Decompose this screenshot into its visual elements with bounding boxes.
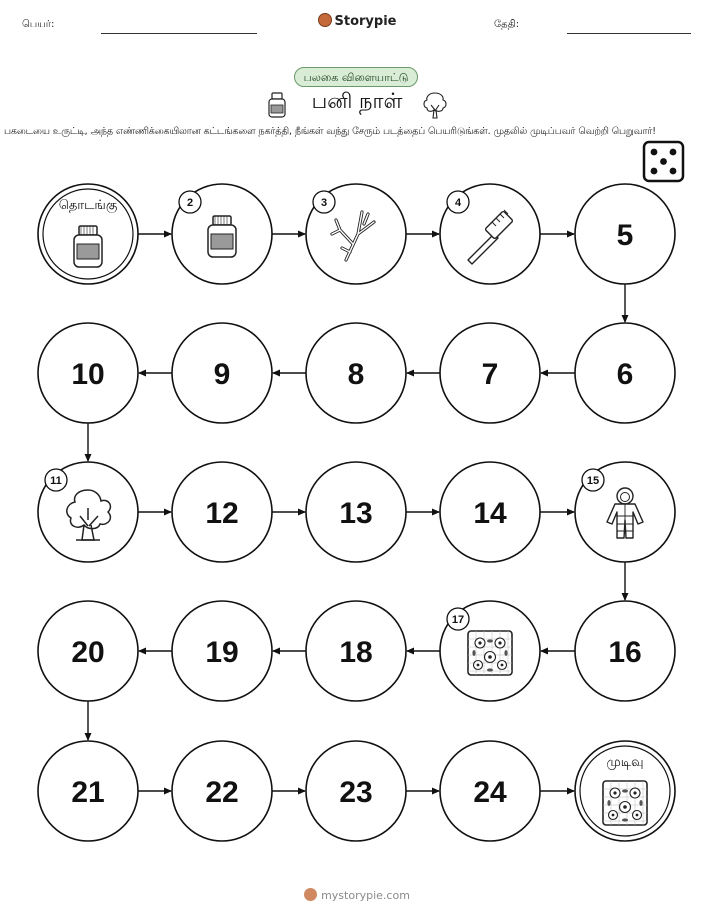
instructions-text: பகடையை உருட்டி, அந்த எண்ணிக்கையிலான கட்டங்களை நகர்த்தி, நீங்கள் வந்து சேரும் படத்தைப் பெயரிடுங்கள். முதலில் முடிப்பவர் வெற்றி பெறுவார்!: [4, 126, 657, 137]
brand-name: Storypie: [334, 14, 397, 29]
date-label: தேதி:: [494, 19, 520, 30]
space-number: 24: [473, 776, 507, 809]
board-space-11[interactable]: [38, 462, 138, 562]
board-space-12[interactable]: [172, 462, 272, 562]
board-space-15[interactable]: [575, 462, 675, 562]
space-number: 14: [473, 497, 507, 530]
board-space-23[interactable]: [306, 741, 406, 841]
name-label: பெயர்:: [22, 19, 55, 30]
space-number: 3: [320, 197, 328, 209]
board-space-24[interactable]: [440, 741, 540, 841]
quilt-icon: [603, 781, 647, 825]
space-number: 6: [616, 358, 634, 391]
page-title: பனி நாள்: [311, 89, 403, 113]
space-number: 10: [71, 358, 105, 391]
board-space-3[interactable]: [306, 184, 406, 284]
quilt-icon: [468, 631, 512, 675]
board-space-17[interactable]: [440, 601, 540, 701]
footer-url[interactable]: mystorypie.com: [321, 889, 410, 902]
footer[interactable]: [0, 888, 714, 902]
board-space-7[interactable]: [440, 323, 540, 423]
space-number: 22: [205, 776, 239, 809]
board-space-18[interactable]: [306, 601, 406, 701]
space-number: 18: [339, 636, 373, 669]
board-space-1[interactable]: [38, 184, 138, 284]
start-label: தொடங்கு: [58, 197, 118, 212]
board-space-6[interactable]: [575, 323, 675, 423]
board-space-19[interactable]: [172, 601, 272, 701]
board-space-14[interactable]: [440, 462, 540, 562]
space-number: 19: [205, 636, 239, 669]
board-space-13[interactable]: [306, 462, 406, 562]
board-space-8[interactable]: [306, 323, 406, 423]
board-space-5[interactable]: [575, 184, 675, 284]
space-number: 9: [213, 358, 231, 391]
space-number: 8: [347, 358, 365, 391]
space-number: 2: [186, 197, 194, 209]
board-space-20[interactable]: [38, 601, 138, 701]
space-number: 17: [451, 614, 465, 626]
space-number: 16: [608, 636, 642, 669]
space-number: 23: [339, 776, 373, 809]
space-number: 13: [339, 497, 373, 530]
space-number: 12: [205, 497, 239, 530]
board-space-9[interactable]: [172, 323, 272, 423]
game-type-badge: பலகை விளையாட்டு: [294, 67, 418, 87]
board-space-21[interactable]: [38, 741, 138, 841]
space-number: 11: [50, 475, 62, 487]
space-number: 5: [616, 219, 634, 252]
space-number: 15: [586, 475, 600, 487]
space-number: 21: [71, 776, 105, 809]
board-space-2[interactable]: [172, 184, 272, 284]
board-space-25[interactable]: [575, 741, 675, 841]
space-number: 4: [454, 197, 462, 209]
storypie-logo-icon: [304, 888, 317, 901]
space-number: 20: [71, 636, 105, 669]
board-space-22[interactable]: [172, 741, 272, 841]
board-space-4[interactable]: [440, 184, 540, 284]
board-space-16[interactable]: [575, 601, 675, 701]
board-space-10[interactable]: [38, 323, 138, 423]
finish-label: முடிவு: [606, 754, 644, 769]
space-number: 7: [481, 358, 499, 391]
